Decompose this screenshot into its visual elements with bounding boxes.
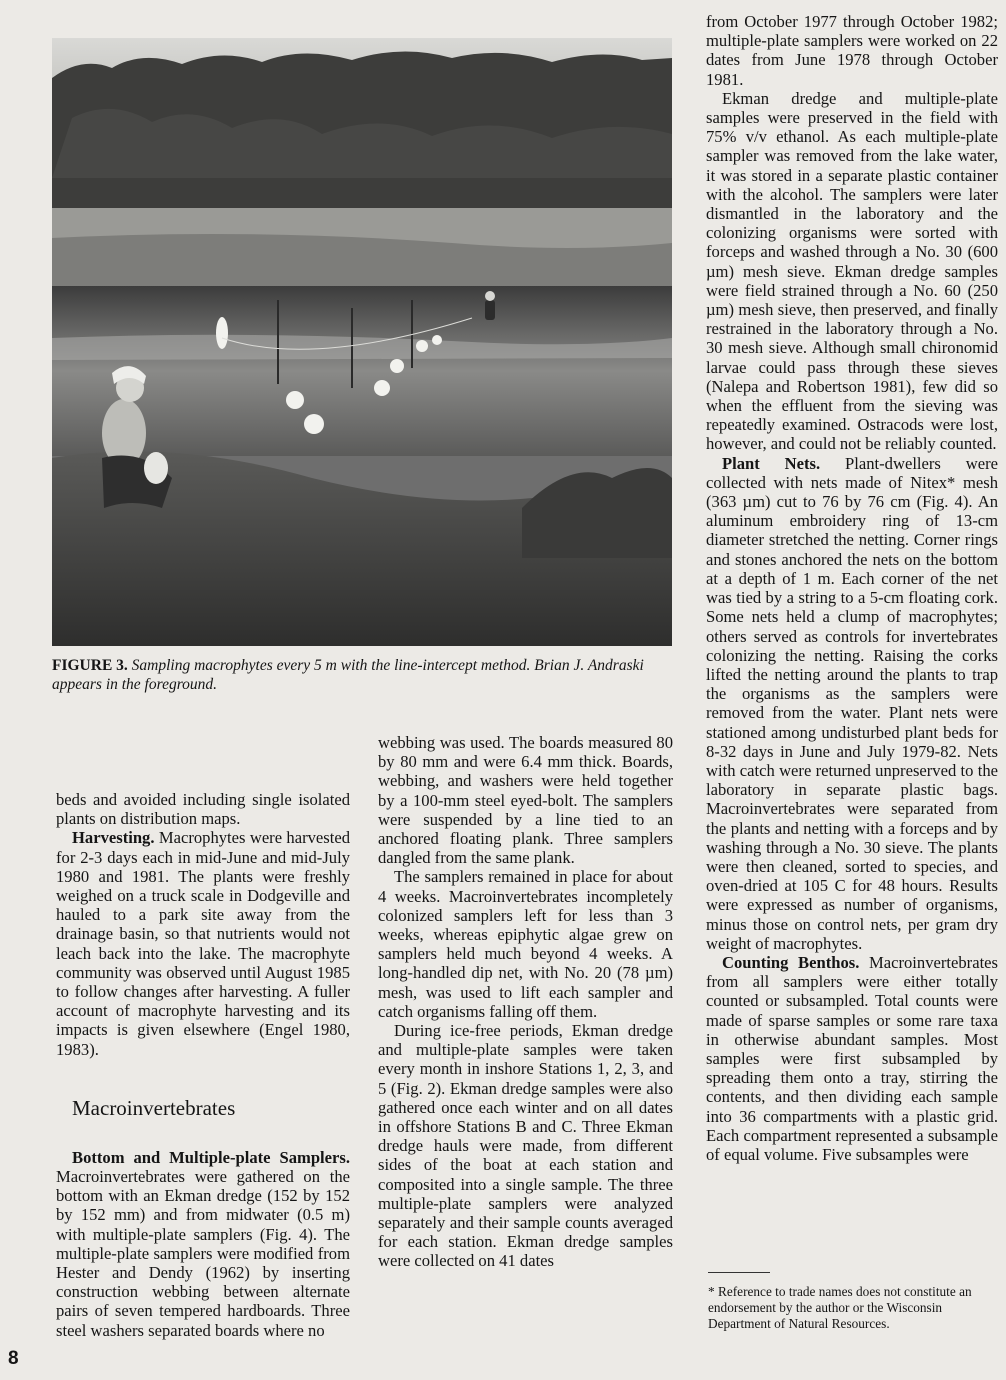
paragraph-plant-nets <box>706 454 998 953</box>
footnote: * Reference to trade names does not constitute an endorsement by the author or the Wisconsin Department of Natural Resources. <box>708 1284 972 1331</box>
paragraph: beds and avoided including single isolated plants on distribution maps. <box>56 790 350 829</box>
paragraph-text: Plant-dwellers were collected with nets made of Nitex* mesh (363 µm) cut to 76 by 76 cm (Fig. 4). An aluminum embroidery ring of 13-cm diameter stretched the netting. Corner rings and stones anchored the nets on the bottom at a depth of 1 m. Each corner of the net was tied by a string to a 5-cm floating cork. Some nets held a clump of macrophytes; others served as controls for invertebrates colonizing the netting. Raising the corks lifted the netting around the plants to trap the organisms as the samplers were removed from the water. Plant nets were stationed among undisturbed plant beds for 8-32 days in June and July 1979-82. Nets with catch were returned unpreserved to the laboratory in separate plastic bags. Macroinvertebrates were separated from the plants and netting with a forceps and by washing through a No. 30 sieve. The plants were then cleaned, sorted to species, and oven-dried at 105 C for 48 hours. Results were expressed as number of organisms, minus those on control nets, per gram dry weight of macrophytes. <box>706 453 998 953</box>
paragraph-counting-benthos <box>706 953 998 1164</box>
figure-3-photo <box>52 38 672 646</box>
paragraph-bottom-samplers <box>56 1148 350 1340</box>
wader-figure <box>485 291 495 320</box>
lake-sampling-photograph <box>52 38 672 646</box>
page-number: 8 <box>8 1348 19 1369</box>
run-in-heading: Plant Nets. <box>722 453 821 473</box>
figure-label: FIGURE 3. <box>52 657 128 674</box>
text-column-2 <box>378 733 673 1271</box>
paragraph: Ekman dredge and multiple-plate samples were preserved in the field with 75% v/v ethanol. As each multiple-plate sampler was removed from the lake water, it was stored in a separate plastic container with the alcohol. The samplers were later dismantled in the laboratory and the colonizing organisms were sorted with forceps and washed through a No. 30 (600 µm) mesh sieve. Ekman dredge samples were field strained through a No. 60 (250 µm) mesh sieve, then preserved, and finally restrained in the laboratory through a No. 30 mesh sieve. Although small chironomid larvae could pass through these sieves (Nalepa and Robertson 1981), few did so when the effluent from the sieving was repeatedly examined. Ostracods were lost, however, and could not be reliably counted. <box>706 88 998 454</box>
run-in-heading: Bottom and Multiple-plate Samplers. <box>72 1147 350 1167</box>
paragraph: webbing was used. The boards measured 80 by 80 mm and were 6.4 mm thick. Boards, webbing, and washers were held together by a 100-mm steel eyed-bolt. The samplers were suspended by a line tied to an anchored floating plank. Three samplers dangled from the same plank. <box>378 733 673 868</box>
paragraph-text: Macroinvertebrates from all samplers were either totally counted or subsampled. Total counts were made of sparse samples or some rare taxa in otherwise abundant samples. Most samples were first subsampled by spreading them onto a tray, stirring the contents, and then dividing each sample into 36 compartments with a plastic grid. Each compartment represented a subsample of equal volume. Five subsamples were <box>706 952 998 1164</box>
paragraph-text: Macrophytes were harvested for 2-3 days each in mid-June and mid-July 1980 and 1981. The plants were freshly weighed on a truck scale in Dodgeville and hauled to a park site away from the drainage basin, so that nutrients would not leach back into the lake. The macrophyte community was observed until August 1985 to follow changes after harvesting. A fuller account of macrophyte harvesting and its impacts is given elsewhere (Engel 1980, 1983). <box>56 828 351 1059</box>
section-heading: Macroinvertebrates <box>72 1095 236 1120</box>
figure-caption <box>52 656 672 694</box>
paragraph-harvesting <box>56 828 350 1058</box>
paragraph: During ice-free periods, Ekman dredge and multiple-plate samples were taken every month in inshore Stations 1, 2, 3, and 5 (Fig. 2). Ekman dredge samples were also gathered once each winter and on all dates in offshore Stations B and C. Three Ekman dredge hauls were made, from different sides of the boat at each station and composited into a single sample. The three multiple-plate samplers were analyzed separately and their sample counts averaged for each station. Ekman dredge samples were collected on 41 dates <box>378 1021 673 1271</box>
paragraph-text: Macroinvertebrates were gathered on the bottom with an Ekman dredge (152 by 152 by 152 mm) and from midwater (0.5 m) with multiple-plate samplers (Fig. 4). The multiple-plate samplers were modified from Hester and Dendy (1962) by inserting construction webbing between alternate pairs of seven tempered hardboards. Three steel washers separated boards where no <box>56 1167 350 1340</box>
paragraph: from October 1977 through October 1982; multiple-plate samplers were worked on 22 dates from June 1978 through October 1981. <box>706 12 998 89</box>
text-column-1 <box>56 790 350 1340</box>
grass-clump <box>522 468 672 558</box>
run-in-heading: Harvesting. <box>72 828 155 848</box>
text-column-3 <box>706 12 998 1164</box>
paragraph: The samplers remained in place for about 4 weeks. Macroinvertebrates incompletely colonized samplers left for less than 3 weeks, whereas epiphytic algae grew on samplers held much beyond 4 weeks. A long-handled dip net, with No. 20 (78 µm) mesh, was used to lift each sampler and catch organisms falling off them. <box>378 867 673 1021</box>
footnote-rule <box>708 1272 770 1273</box>
run-in-heading: Counting Benthos. <box>722 952 860 972</box>
figure-caption-text: Sampling macrophytes every 5 m with the line-intercept method. Brian J. Andraski appears in the foreground. <box>52 657 644 693</box>
